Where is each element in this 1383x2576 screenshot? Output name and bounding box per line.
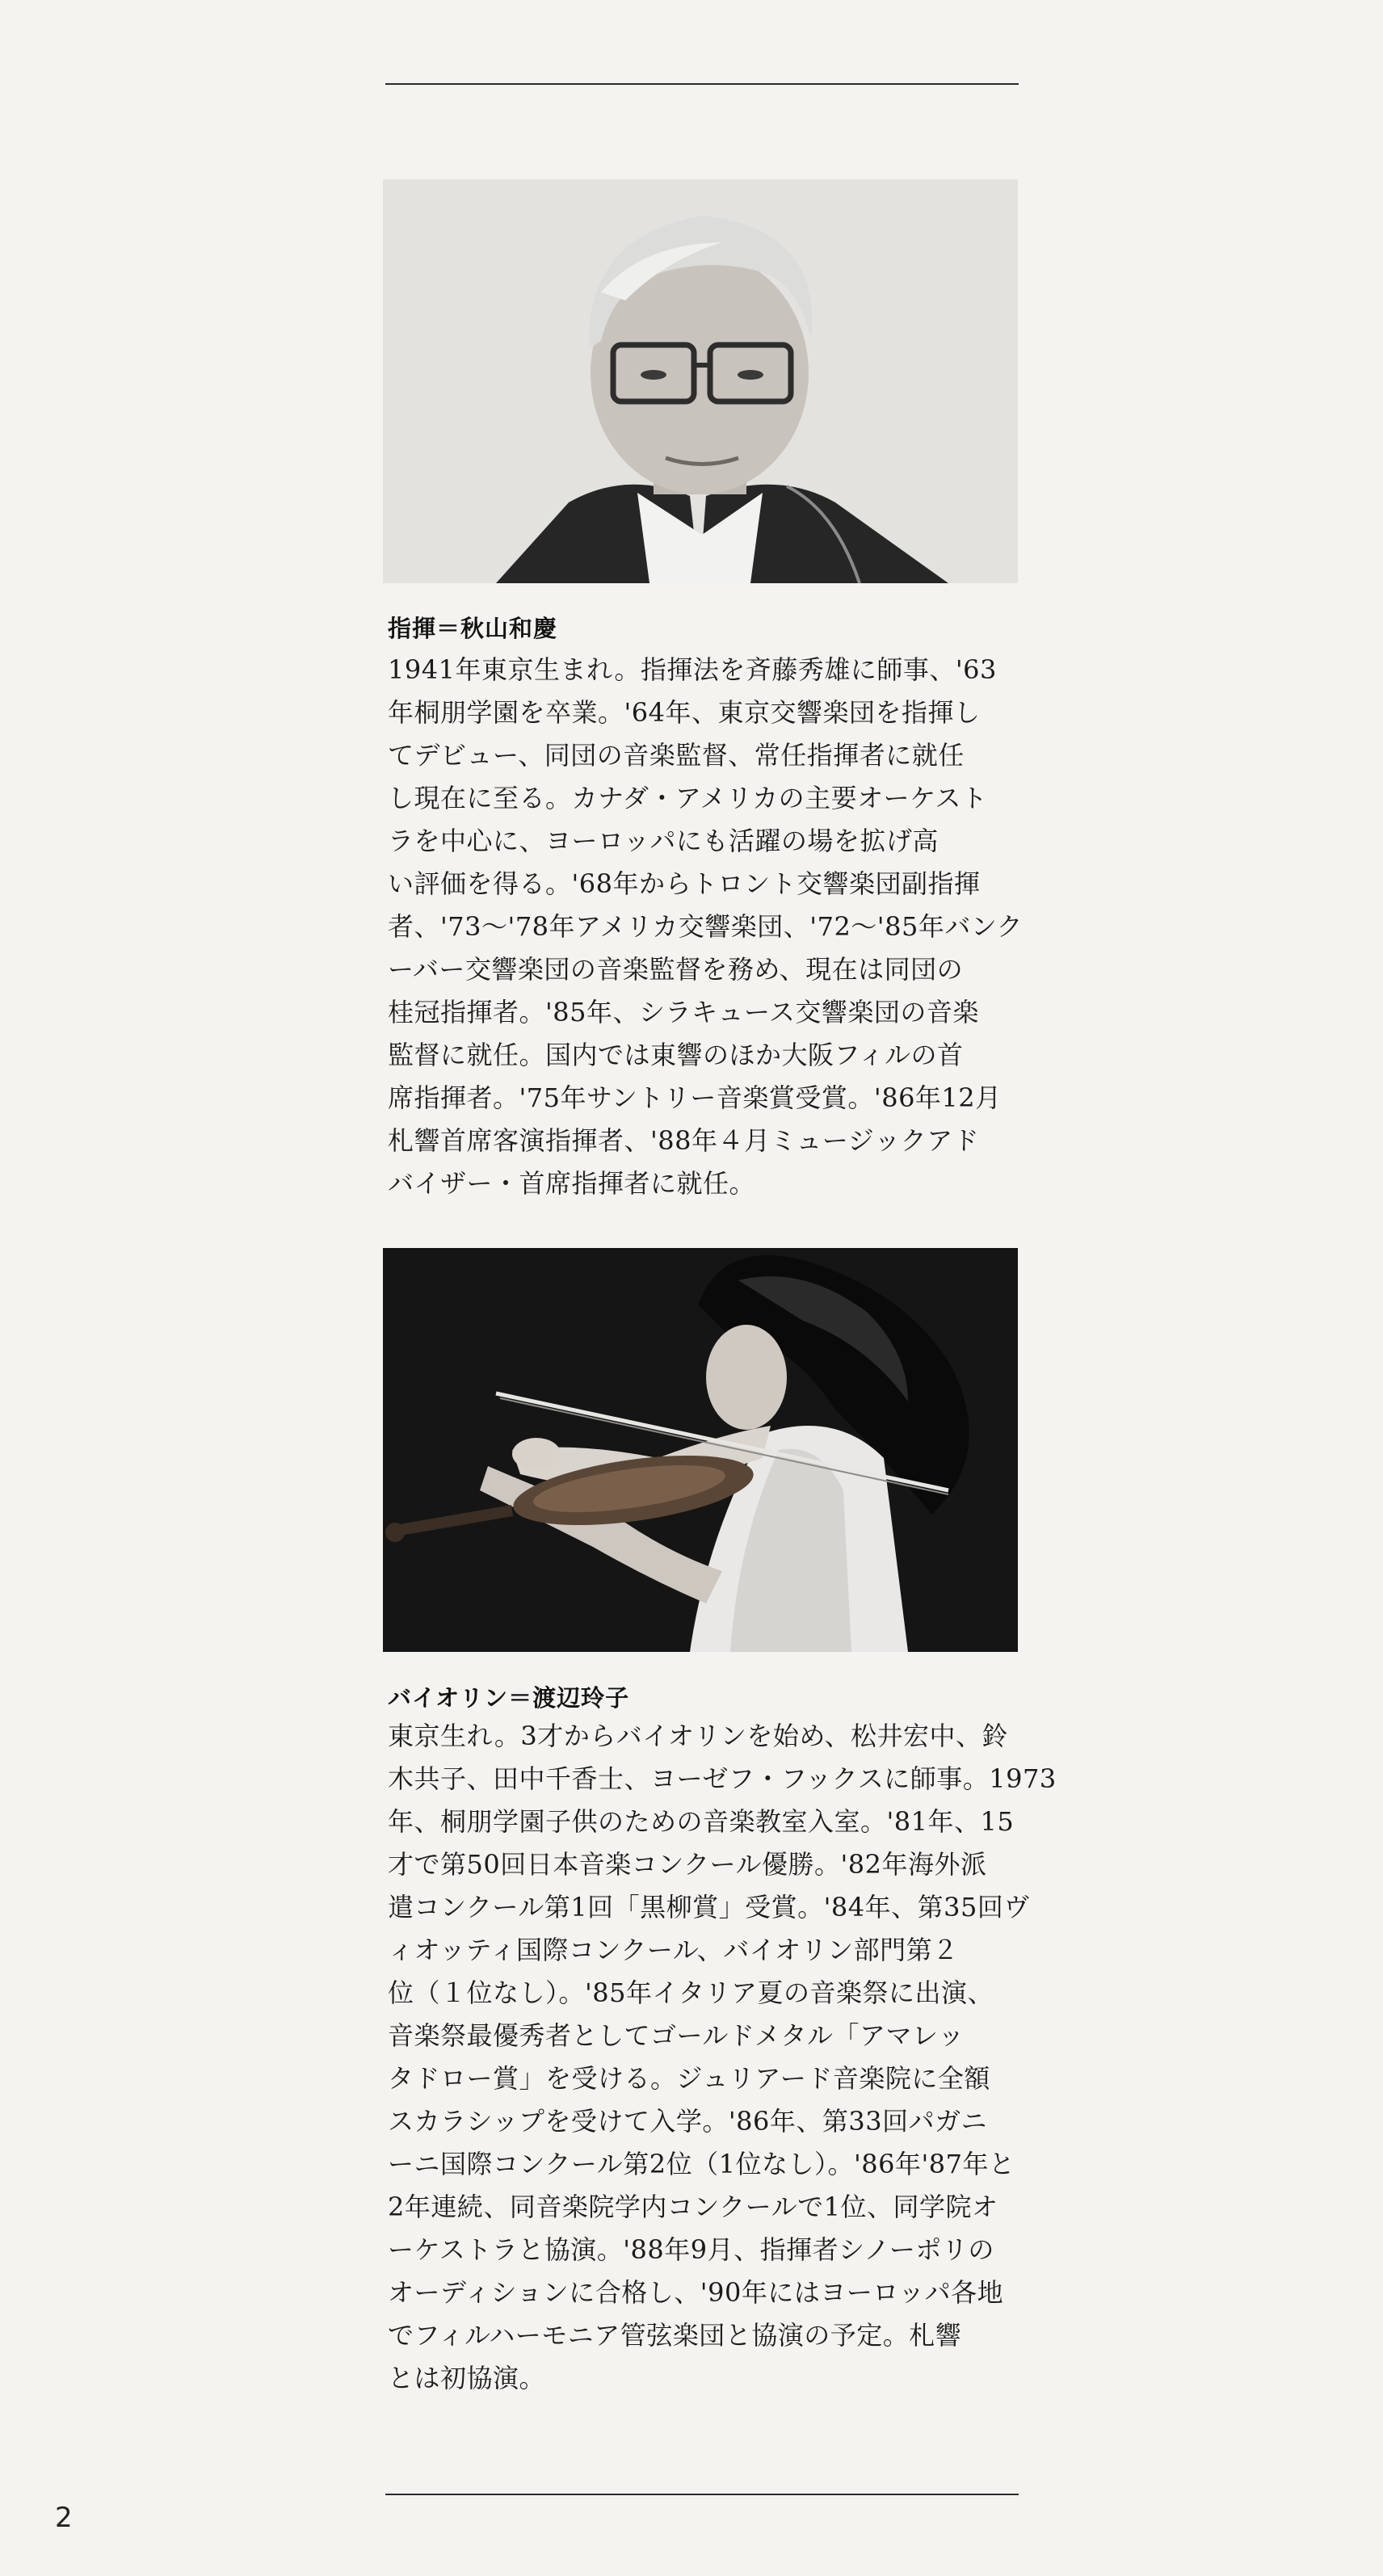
bio-line: ィオッティ国際コンクール、バイオリン部門第２: [388, 1935, 959, 1965]
bio-line: 席指揮者。'75年サントリー音楽賞受賞。'86年12月: [388, 1082, 1002, 1113]
page-number: 2: [55, 2502, 73, 2534]
bio-line: 1941年東京生まれ。指揮法を斉藤秀雄に師事、'63: [388, 654, 997, 685]
bio-line: ーケストラと協演。'88年9月、指揮者シノーポリの: [388, 2234, 994, 2265]
bio-line: タドロー賞」を受ける。ジュリアード音楽院に全額: [388, 2063, 990, 2094]
violinist-bio: [388, 1715, 1057, 2400]
bio-line: 年桐朋学園を卒業。'64年、東京交響楽団を指揮し: [388, 697, 981, 728]
bio-line: 監督に就任。国内では東響のほか大阪フィルの首: [388, 1040, 964, 1070]
violinist-photo: [383, 1248, 1018, 1652]
bio-line: 者、'73～'78年アメリカ交響楽団、'72～'85年バンク: [388, 911, 1024, 942]
conductor-bio: [388, 649, 1024, 1205]
bio-line: スカラシップを受けて入学。'86年、第33回パガニ: [388, 2106, 988, 2137]
bio-line: てデビュー、同団の音楽監督、常任指揮者に就任: [388, 740, 965, 771]
violinist-performing-image: [383, 1248, 1018, 1652]
bottom-rule: [385, 2494, 1019, 2495]
top-rule: [385, 83, 1019, 85]
conductor-photo: [383, 179, 1018, 583]
conductor-portrait-image: [383, 179, 1018, 583]
bio-line: 桂冠指揮者。'85年、シラキュース交響楽団の音楽: [388, 997, 979, 1027]
bio-line: 2年連続、同音楽院学内コンクールで1位、同学院オ: [388, 2191, 998, 2222]
conductor-heading: 指揮＝秋山和慶: [388, 615, 558, 642]
bio-line: 年、桐朋学園子供のための音楽教室入室。'81年、15: [388, 1806, 1015, 1837]
bio-line: 札響首席客演指揮者、'88年４月ミュージックアド: [388, 1125, 980, 1156]
bio-line: 遣コンクール第1回「黒柳賞」受賞。'84年、第35回ヴ: [388, 1892, 1030, 1923]
bio-line: い評価を得る。'68年からトロント交響楽団副指揮: [388, 868, 981, 899]
bio-line: ーバー交響楽団の音楽監督を務め、現在は同団の: [388, 954, 964, 985]
violinist-heading: バイオリン＝渡辺玲子: [388, 1684, 630, 1712]
bio-line: し現在に至る。カナダ・アメリカの主要オーケスト: [388, 783, 988, 813]
bio-line: 位（１位なし）。'85年イタリア夏の音楽祭に出演、: [388, 1977, 994, 2008]
bio-line: 才で第50回日本音楽コンクール優勝。'82年海外派: [388, 1849, 987, 1880]
bio-line: オーディションに合格し、'90年にはヨーロッパ各地: [388, 2277, 1004, 2308]
bio-line: ラを中心に、ヨーロッパにも活躍の場を拡げ高: [388, 826, 939, 856]
bio-line: 音楽祭最優秀者としてゴールドメタル「アマレッ: [388, 2020, 965, 2051]
bio-line: とは初協演。: [388, 2363, 546, 2393]
bio-line: でフィルハーモニア管弦楽団と協演の予定。札響: [388, 2320, 962, 2351]
bio-line: 木共子、田中千香士、ヨーゼフ・フックスに師事。1973: [388, 1763, 1057, 1794]
bio-line: 東京生れ。3才からバイオリンを始め、松井宏中、鈴: [388, 1721, 1009, 1751]
bio-line: ーニ国際コンクール第2位（1位なし）。'86年'87年と: [388, 2149, 1015, 2179]
bio-line: バイザー・首席指揮者に就任。: [388, 1168, 756, 1199]
